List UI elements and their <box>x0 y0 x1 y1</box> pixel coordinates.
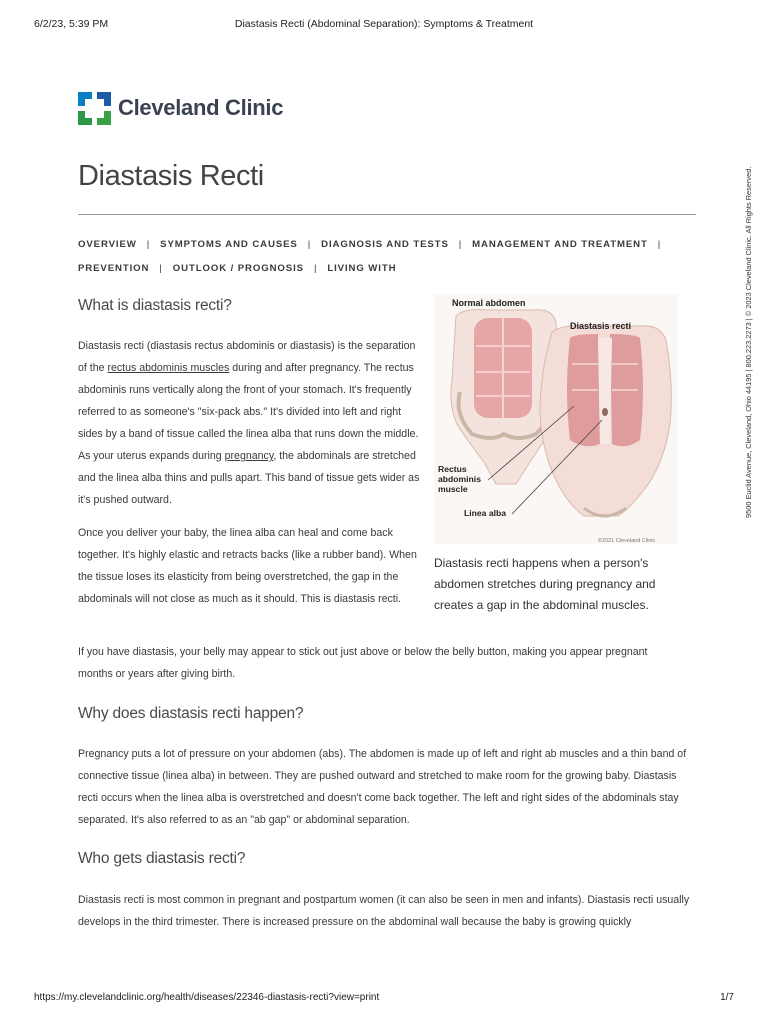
nav-separator: | <box>458 239 463 250</box>
page-number: 1/7 <box>720 992 734 1003</box>
print-header <box>34 18 734 32</box>
paragraph-who: Diastasis recti is most common in pregnant and postpartum women (it can also be seen in men and infants). Diastasis recti usually develops in the third trimester. There is increased pressure on the abdominal wall because the baby is growing quickly <box>78 894 690 928</box>
nav-diagnosis-and-tests[interactable]: DIAGNOSIS AND TESTS <box>321 239 449 250</box>
paragraph-what-is-2: Once you deliver your baby, the linea alba can heal and come back together. It's highly elastic and retracts backs (like a rubber band). When the tissue loses its elasticity from being overstretched, the gap in the abdominals will not close as much as it should. This is diastasis recti. <box>78 527 417 605</box>
title-divider <box>78 214 696 215</box>
label-linea-alba: Linea alba <box>464 508 507 518</box>
nav-outlook-prognosis[interactable]: OUTLOOK / PROGNOSIS <box>172 263 304 274</box>
paragraph-what-is-1 <box>78 335 420 511</box>
logo-cross-icon <box>78 92 111 125</box>
label-rectus-line-2: abdominis <box>438 474 481 484</box>
nav-separator: | <box>657 239 662 250</box>
print-footer <box>34 992 734 1006</box>
side-contact-text: 9500 Euclid Avenue, Cleveland, Ohio 44195 | 800.223.2273 | © 2023 Cleveland Clinic. All Rights Reserved. <box>744 166 753 518</box>
logo-text: Cleveland Clinic <box>118 95 284 120</box>
figure-copyright: ©2021 Cleveland Clinic <box>598 538 656 544</box>
logo-mark-icon <box>78 92 111 125</box>
nav-separator: | <box>313 263 318 274</box>
diastasis-figure <box>434 294 678 544</box>
abdomen-illustration <box>434 294 678 544</box>
label-rectus-line-1: Rectus <box>438 464 467 474</box>
nav-overview[interactable]: OVERVIEW <box>78 239 137 250</box>
figure-caption: Diastasis recti happens when a person's abdomen stretches during pregnancy and creates a gap in the abdominal muscles. <box>434 556 656 612</box>
heading-who: Who gets diastasis recti? <box>78 850 246 867</box>
label-normal-abdomen: Normal abdomen <box>452 298 526 308</box>
section-nav-row-2 <box>78 257 698 281</box>
paragraph-text: during and after pregnancy. The rectus abdominis runs vertically along the front of your stomach. It's frequently referred to as someone's "six-pack abs." It's divided into left and right sides by a band of tissue called the linea alba that runs down the middle. As your uterus expands during <box>78 362 419 462</box>
link-rectus-abdominis[interactable]: rectus abdominis muscles <box>107 362 230 374</box>
heading-why: Why does diastasis recti happen? <box>78 705 304 722</box>
nav-separator: | <box>307 239 312 250</box>
paragraph-text: Diastasis recti (diastasis rectus abdominis or diastasis) is the separation of the <box>78 340 416 374</box>
cleveland-clinic-logo[interactable] <box>78 91 283 125</box>
nav-separator: | <box>159 263 163 274</box>
section-nav <box>78 233 698 281</box>
paragraph-text: , the abdominals are stretched and the linea alba thins and pulls apart. This band of tissue gets wider as it's pushed outward. <box>78 450 420 506</box>
nav-separator: | <box>146 239 151 250</box>
paragraph-what-is-3: If you have diastasis, your belly may appear to stick out just above or below the belly button, making you appear pregnant months or years after giving birth. <box>78 646 648 680</box>
paragraph-why: Pregnancy puts a lot of pressure on your abdomen (abs). The abdomen is made up of left and right ab muscles and a thin band of connective tissue (linea alba) in between. They are pushed outward and stretched to make room for the growing baby. Diastasis recti occurs when the linea alba is overstretched and doesn't come back together. The left and right sides of the abdominals stay separated. It's also referred to as an "ab gap" or abdominal separation. <box>78 748 687 826</box>
nav-prevention[interactable]: PREVENTION <box>78 263 150 274</box>
print-date: 6/2/23, 5:39 PM <box>34 18 109 30</box>
nav-symptoms-and-causes[interactable]: SYMPTOMS AND CAUSES <box>160 239 298 250</box>
label-diastasis-recti: Diastasis recti <box>570 321 632 331</box>
link-pregnancy[interactable]: pregnancy <box>224 450 274 462</box>
heading-what-is: What is diastasis recti? <box>78 297 232 314</box>
print-url: https://my.clevelandclinic.org/health/diseases/22346-diastasis-recti?view=print <box>34 992 380 1003</box>
section-nav-row-1 <box>78 233 698 257</box>
nav-management-and-treatment[interactable]: MANAGEMENT AND TREATMENT <box>472 239 648 250</box>
label-rectus-line-3: muscle <box>438 484 468 494</box>
page-title: Diastasis Recti <box>78 160 264 192</box>
print-doc-title: Diastasis Recti (Abdominal Separation): Symptoms & Treatment <box>234 18 534 30</box>
nav-living-with[interactable]: LIVING WITH <box>327 263 397 274</box>
